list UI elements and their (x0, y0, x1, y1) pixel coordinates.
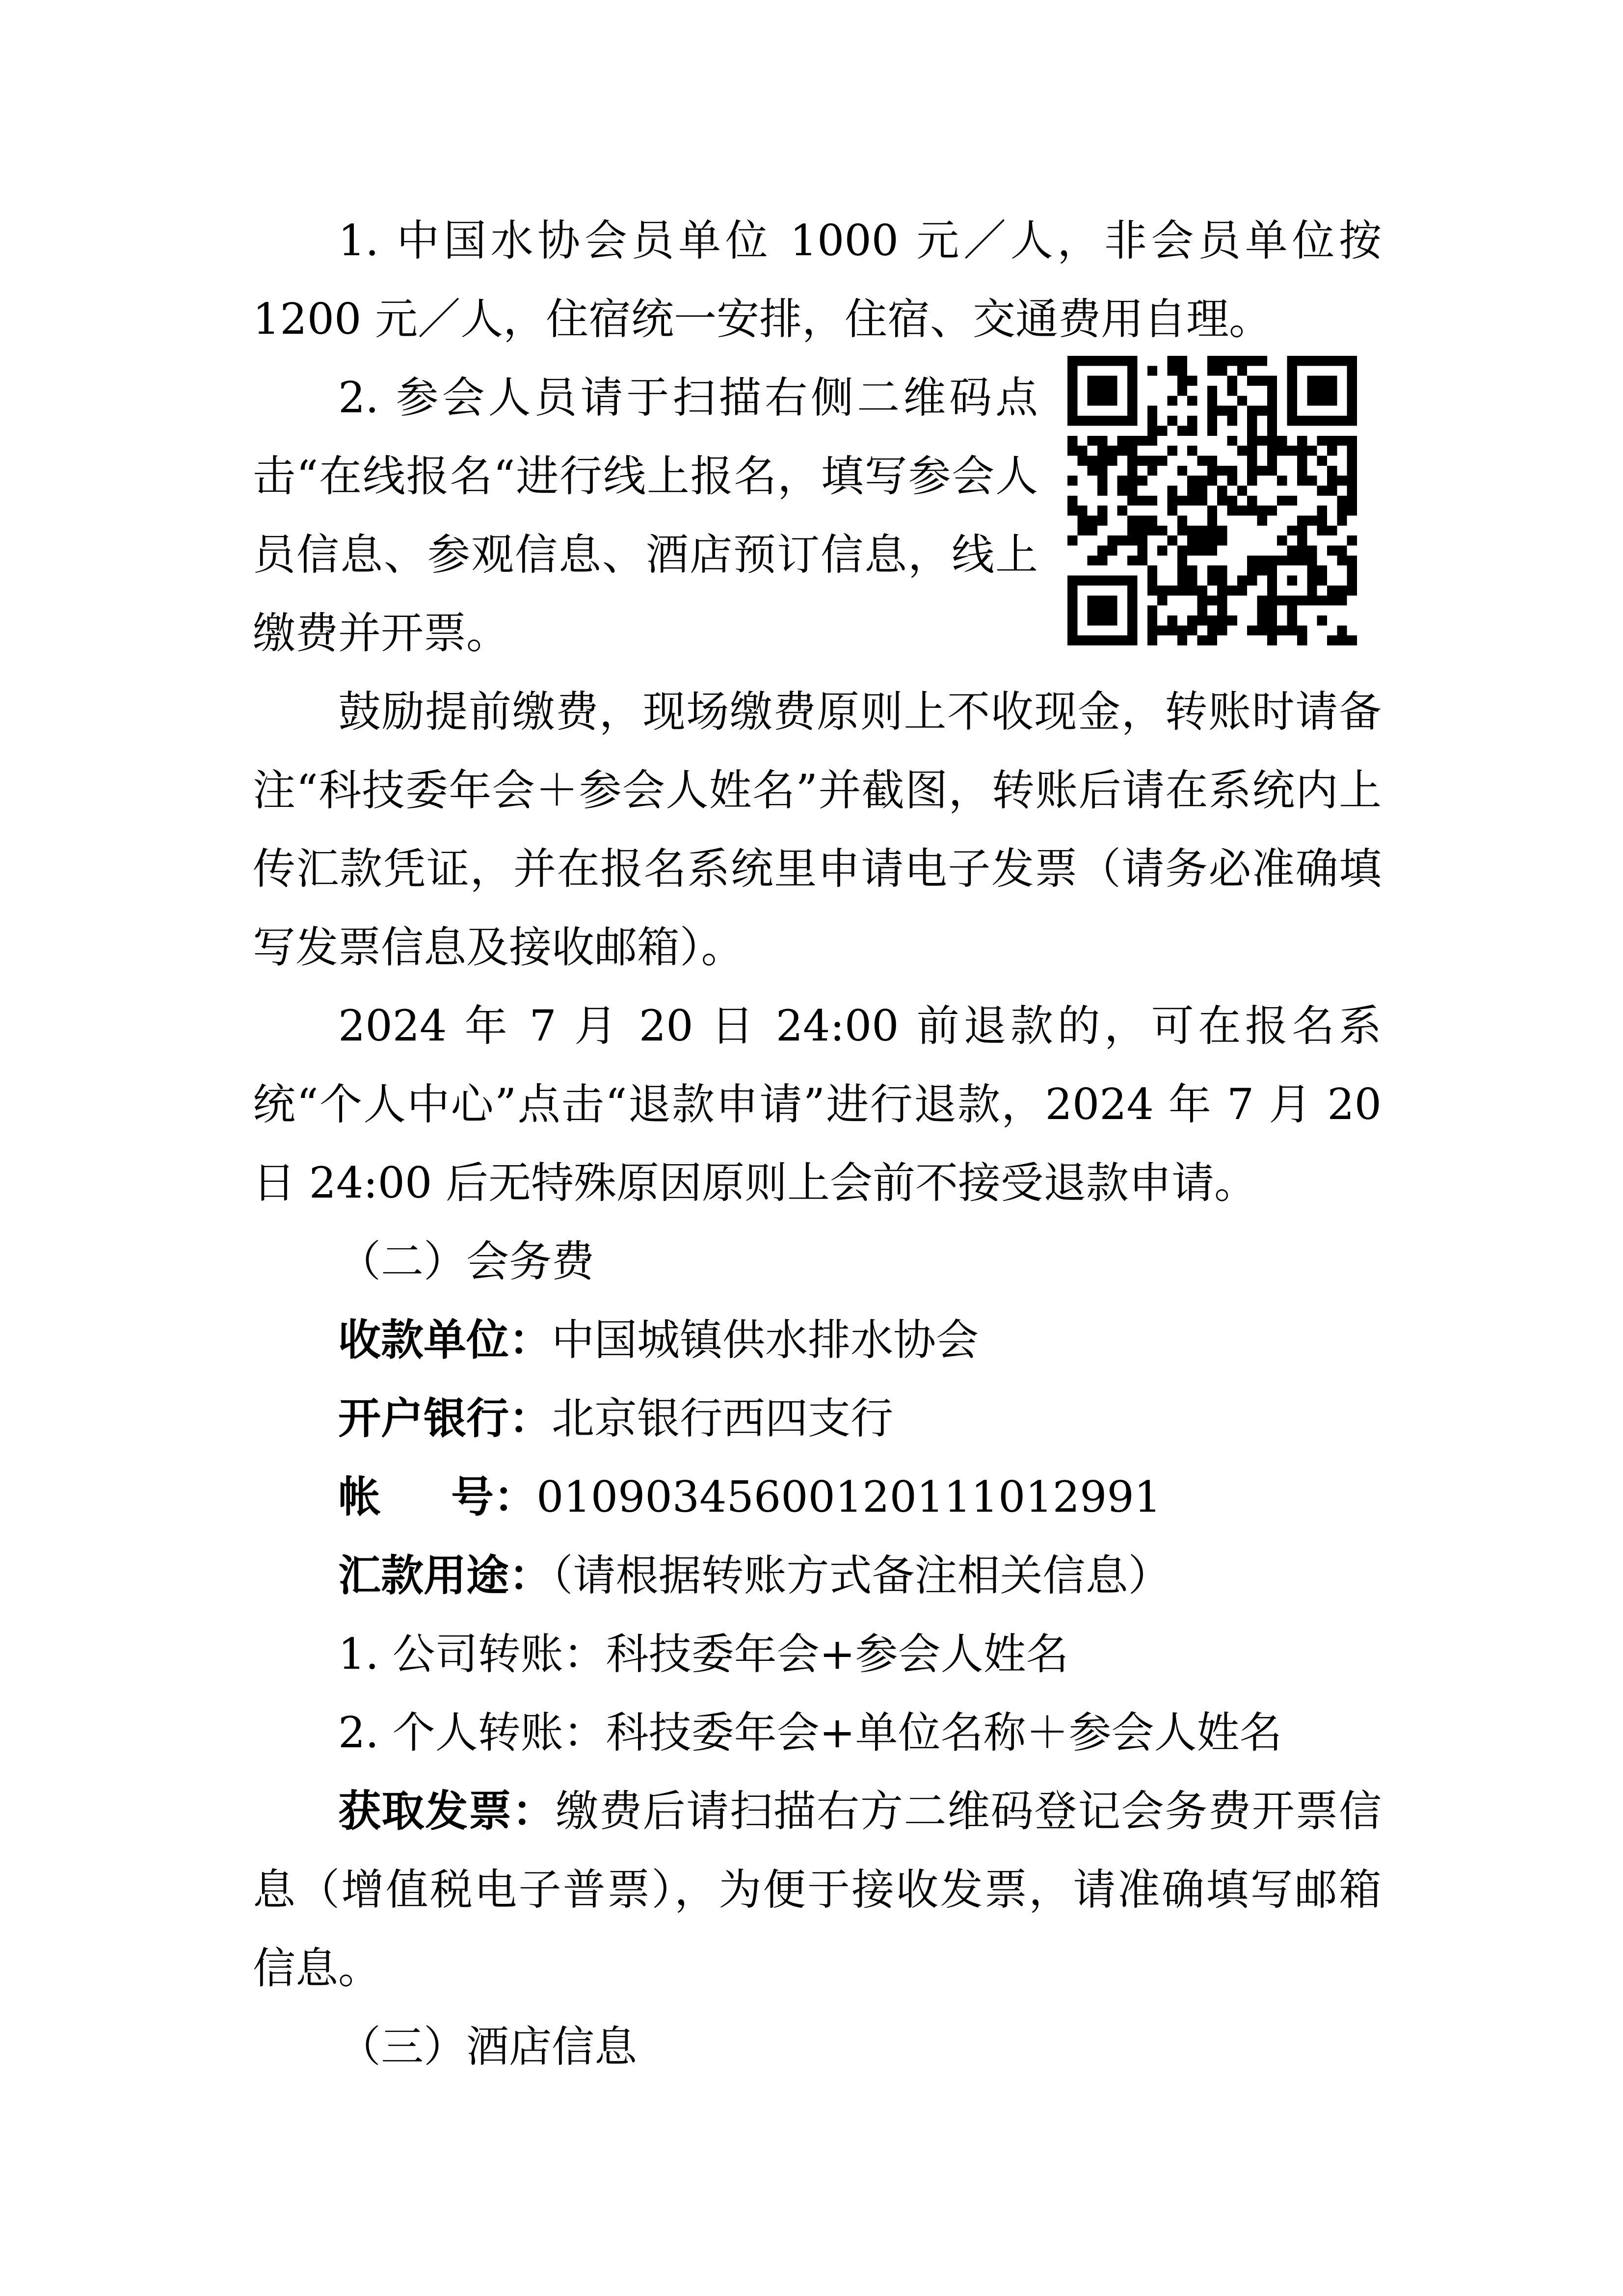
section-heading-conference-fee: （二）会务费 (338, 1236, 594, 1286)
transfer-personal: 2. 个人转账：科技委年会+单位名称＋参会人姓名 (338, 1708, 1282, 1758)
qr-code-icon[interactable] (1067, 356, 1357, 645)
transfer-company: 1. 公司转账：科技委年会+参会人姓名 (338, 1629, 1069, 1679)
account-value: 01090345600120111012991 (536, 1472, 1162, 1522)
account-row (338, 1458, 1161, 1536)
payee-value: 中国城镇供水排水协会 (552, 1315, 979, 1365)
section-heading-hotel: （三）酒店信息 (338, 2022, 637, 2072)
account-label-char: 帐 (338, 1471, 381, 1522)
payee-label: 收款单位： (338, 1314, 552, 1365)
account-label (338, 1458, 536, 1536)
invoice-value: 缴费后请扫描右方二维码登记会务费开票信息（增值税电子普票），为便于接收发票，请准确填写邮箱信息。 (253, 1786, 1382, 1993)
purpose-value: （请根据转账方式备注相关信息） (552, 1550, 1171, 1601)
invoice-paragraph (253, 1772, 1382, 2007)
bank-label: 开户银行： (338, 1393, 552, 1443)
paragraph-payment-notes: 鼓励提前缴费，现场缴费原则上不收现金，转账时请备注“科技委年会＋参会人姓名”并截图，转账后请在系统内上传汇款凭证，并在报名系统里申请电子发票（请务必准确填写发票信息及接收邮箱）。 (253, 687, 1382, 972)
invoice-label: 获取发票： (338, 1786, 556, 1836)
purpose-row (338, 1536, 1171, 1615)
purpose-label: 汇款用途： (338, 1550, 552, 1601)
account-label-suffix: 号： (451, 1471, 536, 1522)
paragraph-fee-rates: 1. 中国水协会员单位 1000 元／人，非会员单位按 1200 元／人，住宿统一安排，住宿、交通费用自理。 (253, 215, 1382, 344)
paragraph-refund: 2024 年 7 月 20 日 24:00 前退款的，可在报名系统“个人中心”点击“退款申请”进行退款，2024 年 7 月 20 日 24:00 后无特殊原因原则上会前不接受退款申请。 (253, 1001, 1382, 1208)
bank-value: 北京银行西四支行 (552, 1393, 893, 1443)
payee-row (338, 1301, 979, 1379)
bank-row (338, 1379, 893, 1458)
paragraph-registration: 2. 参会人员请于扫描右侧二维码点击“在线报名“进行线上报名，填写参会人员信息、参观信息、酒店预订信息，线上缴费并开票。 (253, 373, 1038, 658)
